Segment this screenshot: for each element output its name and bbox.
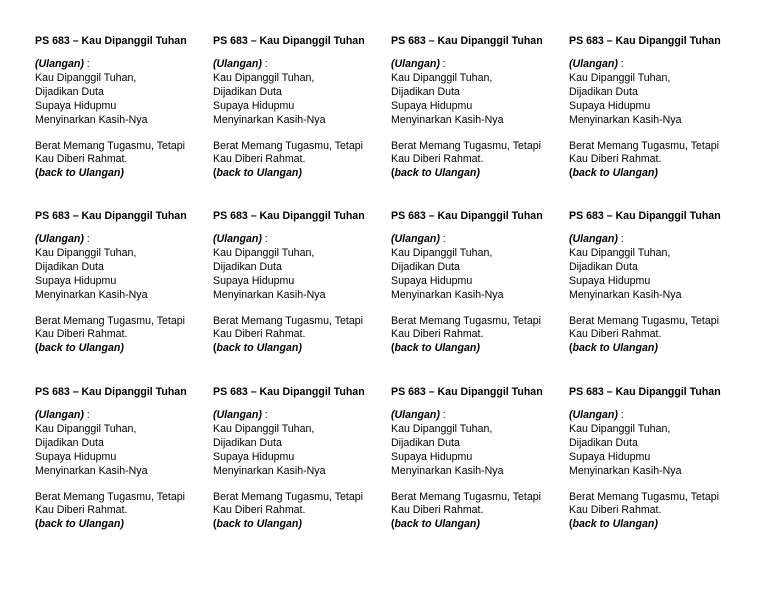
chorus-colon: : — [83, 233, 90, 245]
back-to-chorus-note: (back to Ulangan) — [35, 342, 124, 355]
song-title: PS 683 – Kau Dipanggil Tuhan — [569, 386, 721, 398]
chorus-line: Dijadikan Duta — [569, 85, 638, 98]
verse-line: Kau Diberi Rahmat. — [213, 153, 306, 166]
chorus-line: Supaya Hidupmu — [569, 450, 651, 463]
song-title: PS 683 – Kau Dipanggil Tuhan — [569, 35, 721, 47]
verse-line: Kau Diberi Rahmat. — [35, 153, 128, 166]
chorus-line: Menyinarkan Kasih-Nya — [35, 464, 148, 477]
chorus-line: Supaya Hidupmu — [35, 274, 117, 287]
chorus-label: (Ulangan) — [569, 409, 618, 421]
back-to-chorus-note: (back to Ulangan) — [391, 167, 480, 180]
chorus-colon: : — [261, 409, 268, 421]
song-title: PS 683 – Kau Dipanggil Tuhan — [391, 210, 543, 222]
verse-line: Berat Memang Tugasmu, Tetapi — [35, 314, 185, 327]
song-title: PS 683 – Kau Dipanggil Tuhan — [213, 210, 365, 222]
chorus-line: Kau Dipanggil Tuhan, — [391, 246, 493, 259]
song-card — [35, 210, 210, 356]
verse-line: Kau Diberi Rahmat. — [35, 328, 128, 341]
verse-line: Kau Diberi Rahmat. — [391, 328, 484, 341]
chorus-line: Menyinarkan Kasih-Nya — [569, 113, 682, 126]
chorus-line: Supaya Hidupmu — [213, 274, 295, 287]
chorus-colon: : — [617, 409, 624, 421]
chorus-line: Menyinarkan Kasih-Nya — [35, 113, 148, 126]
chorus-line: Supaya Hidupmu — [569, 274, 651, 287]
chorus-label: (Ulangan) — [391, 233, 440, 245]
verse-line: Berat Memang Tugasmu, Tetapi — [391, 490, 541, 503]
verse-line: Kau Diberi Rahmat. — [35, 504, 128, 517]
song-card — [569, 386, 744, 532]
song-card — [569, 210, 744, 356]
chorus-line: Menyinarkan Kasih-Nya — [391, 288, 504, 301]
verse-line: Berat Memang Tugasmu, Tetapi — [391, 139, 541, 152]
chorus-line: Kau Dipanggil Tuhan, — [569, 71, 671, 84]
chorus-colon: : — [83, 409, 90, 421]
verse-line: Kau Diberi Rahmat. — [569, 504, 662, 517]
chorus-line: Supaya Hidupmu — [35, 99, 117, 112]
chorus-label: (Ulangan) — [213, 233, 262, 245]
song-title: PS 683 – Kau Dipanggil Tuhan — [569, 210, 721, 222]
chorus-line: Menyinarkan Kasih-Nya — [391, 113, 504, 126]
song-card — [35, 35, 210, 181]
chorus-heading — [569, 58, 744, 72]
song-title: PS 683 – Kau Dipanggil Tuhan — [35, 386, 187, 398]
chorus-line: Dijadikan Duta — [35, 85, 104, 98]
chorus-colon: : — [261, 233, 268, 245]
chorus-heading — [35, 233, 210, 247]
song-card — [569, 35, 744, 181]
verse-line: Kau Diberi Rahmat. — [213, 328, 306, 341]
chorus-line: Kau Dipanggil Tuhan, — [391, 71, 493, 84]
verse-line: Kau Diberi Rahmat. — [391, 153, 484, 166]
chorus-line: Dijadikan Duta — [35, 436, 104, 449]
verse-line: Berat Memang Tugasmu, Tetapi — [391, 314, 541, 327]
verse-line: Berat Memang Tugasmu, Tetapi — [213, 490, 363, 503]
chorus-line: Menyinarkan Kasih-Nya — [569, 464, 682, 477]
chorus-line: Kau Dipanggil Tuhan, — [213, 422, 315, 435]
song-card — [213, 386, 388, 532]
song-card — [213, 35, 388, 181]
chorus-line: Menyinarkan Kasih-Nya — [35, 288, 148, 301]
chorus-heading — [213, 409, 388, 423]
chorus-line: Kau Dipanggil Tuhan, — [213, 246, 315, 259]
chorus-colon: : — [439, 233, 446, 245]
chorus-line: Kau Dipanggil Tuhan, — [213, 71, 315, 84]
chorus-line: Supaya Hidupmu — [213, 99, 295, 112]
back-to-chorus-note: (back to Ulangan) — [569, 342, 658, 355]
chorus-colon: : — [439, 58, 446, 70]
chorus-label: (Ulangan) — [35, 58, 84, 70]
chorus-label: (Ulangan) — [35, 233, 84, 245]
chorus-line: Dijadikan Duta — [569, 436, 638, 449]
chorus-line: Dijadikan Duta — [391, 260, 460, 273]
chorus-line: Kau Dipanggil Tuhan, — [35, 246, 137, 259]
back-to-chorus-note: (back to Ulangan) — [35, 167, 124, 180]
chorus-colon: : — [261, 58, 268, 70]
chorus-heading — [391, 58, 566, 72]
chorus-heading — [35, 409, 210, 423]
chorus-colon: : — [83, 58, 90, 70]
verse-line: Berat Memang Tugasmu, Tetapi — [213, 139, 363, 152]
song-title: PS 683 – Kau Dipanggil Tuhan — [213, 35, 365, 47]
song-title: PS 683 – Kau Dipanggil Tuhan — [35, 210, 187, 222]
verse-line: Berat Memang Tugasmu, Tetapi — [35, 490, 185, 503]
back-to-chorus-note: (back to Ulangan) — [213, 167, 302, 180]
song-title: PS 683 – Kau Dipanggil Tuhan — [213, 386, 365, 398]
back-to-chorus-note: (back to Ulangan) — [569, 518, 658, 531]
chorus-label: (Ulangan) — [569, 58, 618, 70]
chorus-heading — [213, 233, 388, 247]
chorus-line: Dijadikan Duta — [213, 260, 282, 273]
chorus-line: Menyinarkan Kasih-Nya — [213, 464, 326, 477]
chorus-colon: : — [439, 409, 446, 421]
chorus-line: Menyinarkan Kasih-Nya — [213, 113, 326, 126]
chorus-line: Dijadikan Duta — [569, 260, 638, 273]
chorus-colon: : — [617, 58, 624, 70]
chorus-label: (Ulangan) — [391, 409, 440, 421]
chorus-heading — [569, 409, 744, 423]
chorus-heading — [391, 409, 566, 423]
song-title: PS 683 – Kau Dipanggil Tuhan — [391, 386, 543, 398]
chorus-label: (Ulangan) — [35, 409, 84, 421]
back-to-chorus-note: (back to Ulangan) — [35, 518, 124, 531]
chorus-line: Dijadikan Duta — [35, 260, 104, 273]
back-to-chorus-note: (back to Ulangan) — [391, 518, 480, 531]
chorus-line: Supaya Hidupmu — [35, 450, 117, 463]
song-card — [213, 210, 388, 356]
chorus-label: (Ulangan) — [213, 58, 262, 70]
chorus-line: Kau Dipanggil Tuhan, — [35, 71, 137, 84]
chorus-label: (Ulangan) — [391, 58, 440, 70]
verse-line: Kau Diberi Rahmat. — [213, 504, 306, 517]
chorus-line: Dijadikan Duta — [391, 436, 460, 449]
verse-line: Berat Memang Tugasmu, Tetapi — [35, 139, 185, 152]
song-card — [391, 35, 566, 181]
back-to-chorus-note: (back to Ulangan) — [569, 167, 658, 180]
chorus-line: Kau Dipanggil Tuhan, — [569, 422, 671, 435]
chorus-line: Dijadikan Duta — [213, 436, 282, 449]
chorus-line: Supaya Hidupmu — [569, 99, 651, 112]
back-to-chorus-note: (back to Ulangan) — [213, 518, 302, 531]
chorus-line: Supaya Hidupmu — [391, 450, 473, 463]
chorus-label: (Ulangan) — [213, 409, 262, 421]
song-card — [391, 386, 566, 532]
chorus-heading — [569, 233, 744, 247]
chorus-line: Dijadikan Duta — [213, 85, 282, 98]
chorus-line: Menyinarkan Kasih-Nya — [391, 464, 504, 477]
verse-line: Berat Memang Tugasmu, Tetapi — [569, 139, 719, 152]
chorus-line: Kau Dipanggil Tuhan, — [391, 422, 493, 435]
song-title: PS 683 – Kau Dipanggil Tuhan — [391, 35, 543, 47]
song-card — [35, 386, 210, 532]
chorus-label: (Ulangan) — [569, 233, 618, 245]
back-to-chorus-note: (back to Ulangan) — [213, 342, 302, 355]
verse-line: Kau Diberi Rahmat. — [391, 504, 484, 517]
chorus-heading — [213, 58, 388, 72]
chorus-line: Menyinarkan Kasih-Nya — [213, 288, 326, 301]
verse-line: Kau Diberi Rahmat. — [569, 153, 662, 166]
chorus-line: Supaya Hidupmu — [391, 99, 473, 112]
song-title: PS 683 – Kau Dipanggil Tuhan — [35, 35, 187, 47]
verse-line: Berat Memang Tugasmu, Tetapi — [213, 314, 363, 327]
verse-line: Berat Memang Tugasmu, Tetapi — [569, 490, 719, 503]
chorus-heading — [391, 233, 566, 247]
chorus-line: Supaya Hidupmu — [213, 450, 295, 463]
chorus-line: Supaya Hidupmu — [391, 274, 473, 287]
verse-line: Berat Memang Tugasmu, Tetapi — [569, 314, 719, 327]
verse-line: Kau Diberi Rahmat. — [569, 328, 662, 341]
chorus-line: Kau Dipanggil Tuhan, — [35, 422, 137, 435]
chorus-heading — [35, 58, 210, 72]
chorus-line: Dijadikan Duta — [391, 85, 460, 98]
chorus-line: Menyinarkan Kasih-Nya — [569, 288, 682, 301]
song-card — [391, 210, 566, 356]
chorus-colon: : — [617, 233, 624, 245]
back-to-chorus-note: (back to Ulangan) — [391, 342, 480, 355]
chorus-line: Kau Dipanggil Tuhan, — [569, 246, 671, 259]
